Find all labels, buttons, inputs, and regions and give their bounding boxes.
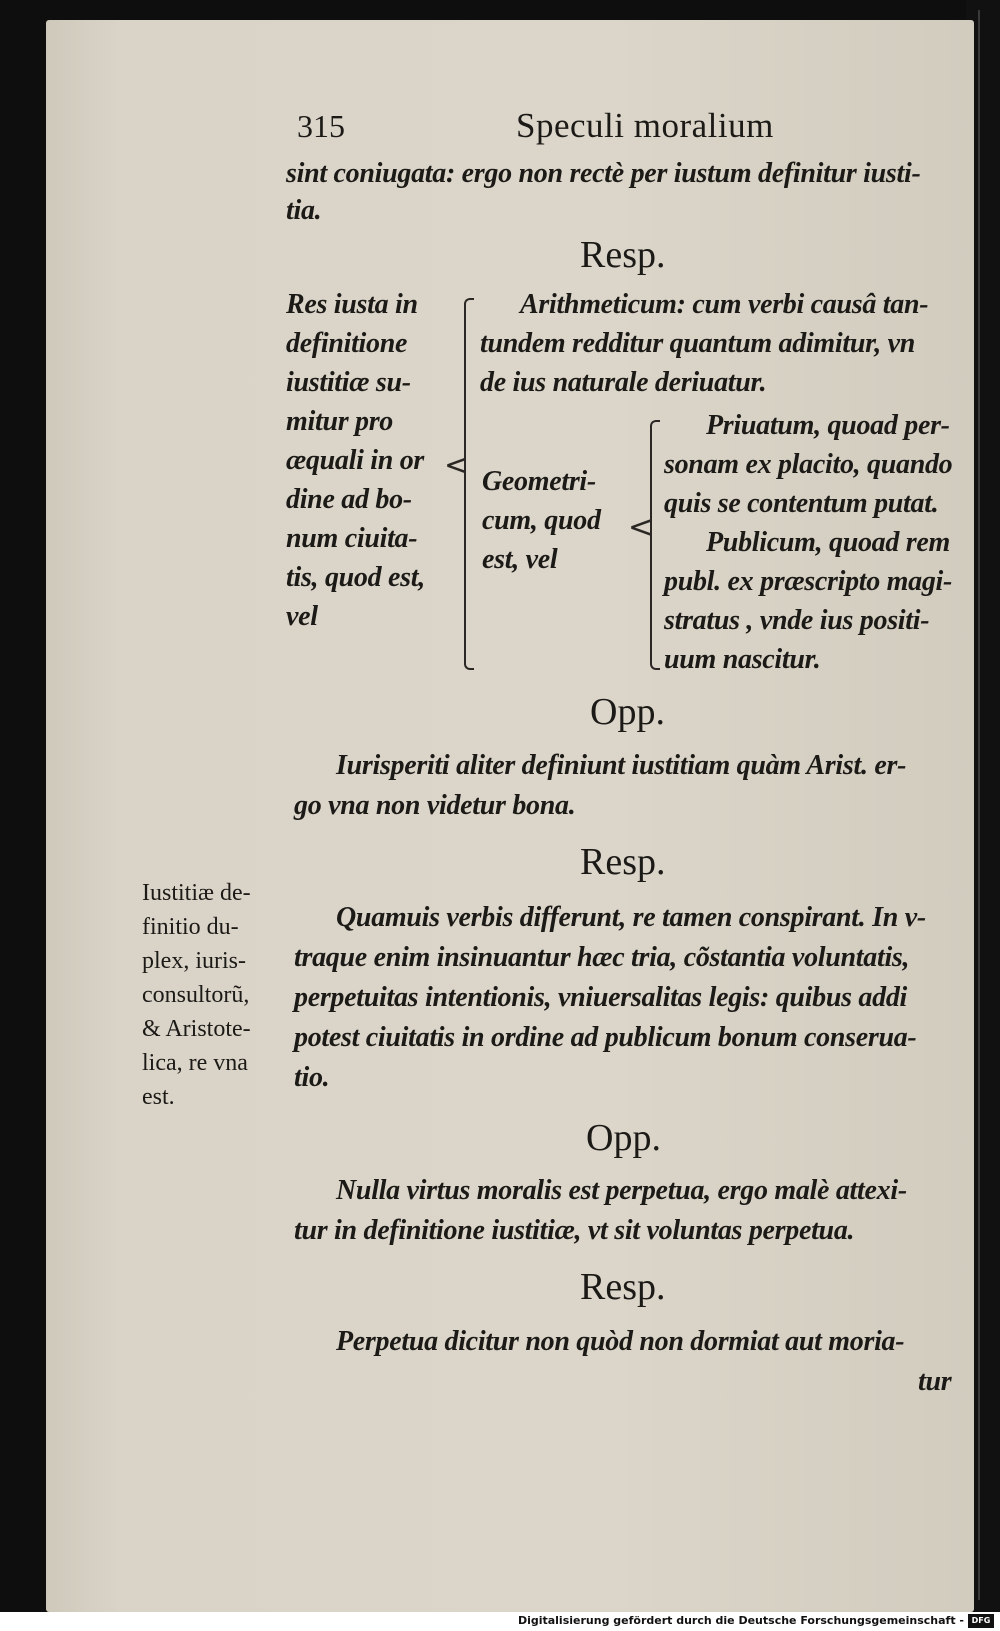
margin-note-line: & Aristote- (142, 1016, 251, 1042)
page-number: 315 (297, 108, 345, 144)
division-left-line: mitur pro (286, 406, 394, 437)
resp2-line: traque enim insinuantur hæc tria, cõstantia voluntatis, (294, 942, 910, 973)
catchword: tur (918, 1366, 952, 1397)
section-heading-opp: Opp. (586, 1117, 661, 1159)
digitization-credit: Digitalisierung gefördert durch die Deutsche Forschungsgemeinschaft - (517, 1614, 964, 1627)
division-left-line: Res iusta in (286, 289, 418, 320)
division-left-line: tis, quod est, (286, 562, 425, 593)
inner-brace-tip: < (628, 510, 654, 545)
section-heading-opp: Opp. (590, 691, 665, 733)
public-line: stratus , vnde ius positi- (664, 605, 930, 636)
outer-brace (464, 298, 474, 670)
page-edge (978, 10, 980, 1600)
geometric-line: cum, quod (482, 505, 601, 536)
intro-line: sint coniugata: ergo non rectè per iustum definitur iusti- (286, 158, 921, 189)
outer-brace-tip: < (444, 448, 470, 483)
resp2-line: tio. (294, 1062, 330, 1093)
section-heading-resp: Resp. (580, 841, 666, 883)
arithmetic-line: tundem redditur quantum adimitur, vn (480, 328, 915, 359)
resp2-line: potest ciuitatis in ordine ad publicum bonum conserua- (294, 1022, 917, 1053)
margin-note-line: lica, re vna (142, 1050, 248, 1076)
geometric-line: est, vel (482, 544, 558, 575)
resp2-line: Quamuis verbis differunt, re tamen conspirant. In v- (336, 902, 926, 933)
margin-note-line: Iustitiæ de- (142, 880, 251, 906)
opp2-line: tur in definitione iustitiæ, vt sit voluntas perpetua. (294, 1215, 855, 1246)
inner-brace (650, 420, 660, 670)
opp1-line: go vna non videtur bona. (294, 790, 576, 821)
private-line: sonam ex placito, quando (664, 449, 953, 480)
dfg-logo: DFG (968, 1614, 994, 1628)
division-left-line: dine ad bo- (286, 484, 412, 515)
resp3-line: Perpetua dicitur non quòd non dormiat aut moria- (336, 1326, 905, 1357)
division-left-line: definitione (286, 328, 408, 359)
arithmetic-line: Arithmeticum: cum verbi causâ tan- (520, 289, 929, 320)
margin-note-line: plex, iuris- (142, 948, 246, 974)
public-line: Publicum, quoad rem (706, 527, 950, 558)
margin-note-line: consultorũ, (142, 982, 250, 1008)
division-left-line: vel (286, 601, 318, 632)
division-left-line: æquali in or (286, 445, 424, 476)
resp2-line: perpetuitas intentionis, vniuersalitas legis: quibus addi (294, 982, 908, 1013)
arithmetic-line: de ius naturale deriuatur. (480, 367, 767, 398)
section-heading-resp: Resp. (580, 234, 666, 276)
public-line: uum nascitur. (664, 644, 821, 675)
intro-line: tia. (286, 195, 322, 226)
division-left-line: num ciuita- (286, 523, 418, 554)
opp2-line: Nulla virtus moralis est perpetua, ergo malè attexi- (336, 1175, 907, 1206)
public-line: publ. ex præscripto magi- (664, 566, 953, 597)
section-heading-resp: Resp. (580, 1266, 666, 1308)
division-left-line: iustitiæ su- (286, 367, 411, 398)
private-line: Priuatum, quoad per- (706, 410, 950, 441)
margin-note-line: finitio du- (142, 914, 239, 940)
margin-note-line: est. (142, 1084, 175, 1110)
running-title: Speculi moralium (516, 106, 774, 145)
geometric-line: Geometri- (482, 466, 596, 497)
opp1-line: Iurisperiti aliter definiunt iustitiam quàm Arist. er- (336, 750, 907, 781)
private-line: quis se contentum putat. (664, 488, 939, 519)
